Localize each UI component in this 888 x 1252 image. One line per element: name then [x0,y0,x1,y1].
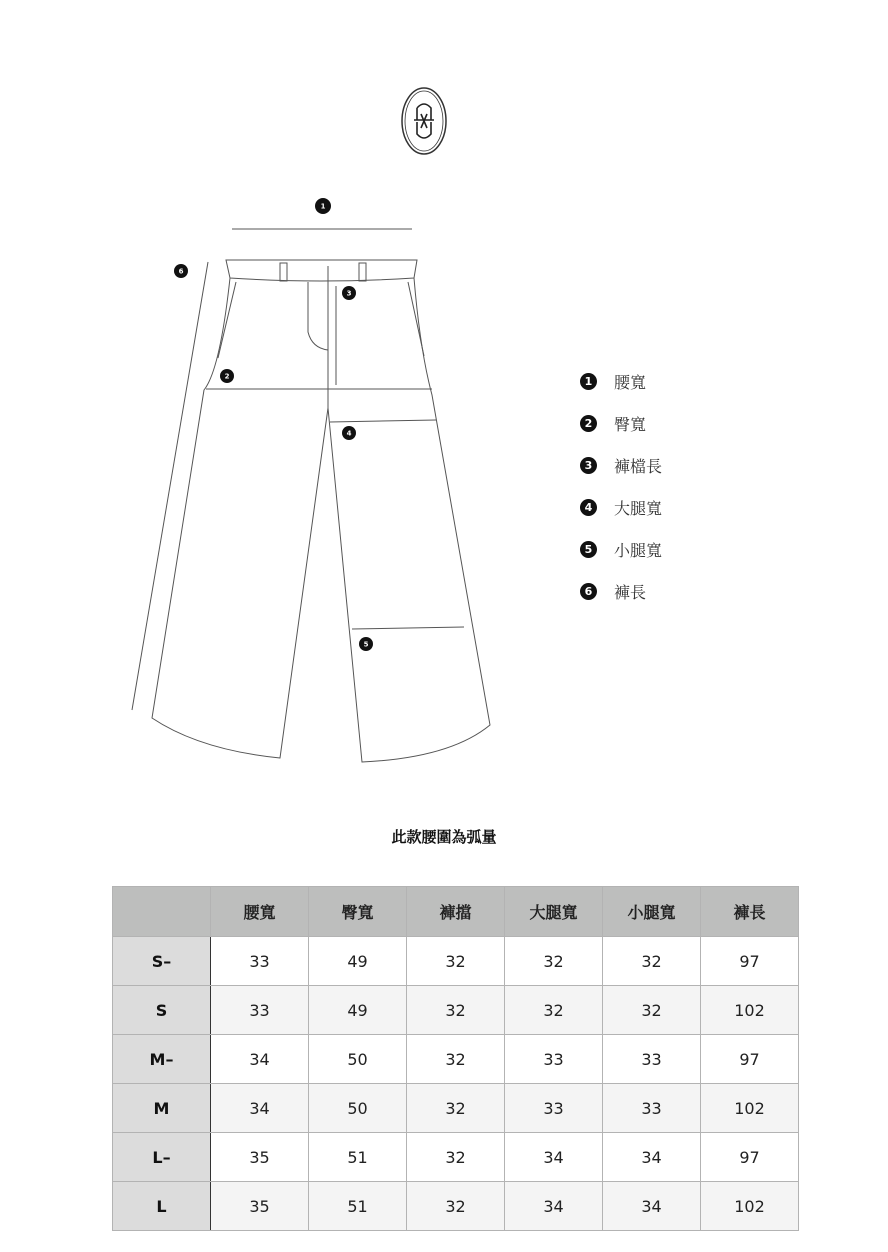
table-cell: 102 [701,1182,799,1231]
legend-item [580,570,662,612]
column-header: 小腿寬 [603,887,701,937]
table-cell: 97 [701,1133,799,1182]
table-cell: 102 [701,986,799,1035]
table-row [113,1133,799,1182]
size-label: M [113,1084,211,1133]
legend-item [580,486,662,528]
table-cell: 35 [211,1133,309,1182]
table-cell: 50 [309,1035,407,1084]
table-row [113,1084,799,1133]
legend-number: 6 [580,583,597,600]
legend-label: 臀寬 [614,414,647,434]
legend-number: 5 [580,541,597,558]
waist-measurement-note: 此款腰圍為弧量 [391,828,497,846]
marker-4: 4 [346,429,352,438]
table-row [113,937,799,986]
table-cell: 51 [309,1182,407,1231]
table-cell: 33 [603,1035,701,1084]
table-cell: 32 [505,937,603,986]
table-cell: 32 [505,986,603,1035]
table-row [113,1035,799,1084]
table-cell: 32 [407,937,505,986]
legend-number: 2 [580,415,597,432]
table-cell: 33 [211,986,309,1035]
marker-3: 3 [346,289,352,298]
table-cell: 32 [603,986,701,1035]
column-header: 腰寬 [211,887,309,937]
legend-number: 4 [580,499,597,516]
marker-1: 1 [320,202,326,211]
table-cell: 33 [505,1084,603,1133]
size-label: L– [113,1133,211,1182]
table-cell: 32 [407,1182,505,1231]
legend-number: 1 [580,373,597,390]
table-cell: 32 [407,1133,505,1182]
column-header: 褲擋 [407,887,505,937]
marker-2: 2 [224,372,230,381]
legend-label: 腰寬 [614,372,647,392]
size-label: L [113,1182,211,1231]
marker-6: 6 [178,267,184,276]
table-cell: 32 [407,1084,505,1133]
table-cell: 33 [505,1035,603,1084]
legend-item [580,360,662,402]
size-label: S– [113,937,211,986]
table-row [113,1182,799,1231]
column-header: 大腿寬 [505,887,603,937]
table-cell: 51 [309,1133,407,1182]
table-cell: 49 [309,986,407,1035]
table-cell: 34 [505,1182,603,1231]
table-cell: 32 [407,986,505,1035]
table-cell: 97 [701,937,799,986]
legend-number: 3 [580,457,597,474]
table-cell: 33 [211,937,309,986]
table-cell: 32 [407,1035,505,1084]
table-cell: 34 [603,1182,701,1231]
table-cell: 49 [309,937,407,986]
size-chart-table [112,886,799,1231]
table-cell: 102 [701,1084,799,1133]
table-cell: 34 [603,1133,701,1182]
measurement-legend [580,360,662,612]
brand-monogram-icon [400,86,448,156]
table-cell: 97 [701,1035,799,1084]
table-cell: 34 [211,1084,309,1133]
legend-label: 褲檔長 [614,456,663,476]
legend-label: 褲長 [614,582,647,602]
table-cell: 33 [603,1084,701,1133]
marker-5: 5 [363,640,369,649]
table-header-row [113,887,799,937]
size-label: M– [113,1035,211,1084]
legend-item [580,528,662,570]
column-header: 臀寬 [309,887,407,937]
column-header: 褲長 [701,887,799,937]
table-cell: 34 [505,1133,603,1182]
legend-item [580,402,662,444]
table-cell: 32 [603,937,701,986]
size-label: S [113,986,211,1035]
table-cell: 34 [211,1035,309,1084]
table-cell: 50 [309,1084,407,1133]
legend-label: 大腿寬 [614,498,663,518]
legend-item [580,444,662,486]
table-cell: 35 [211,1182,309,1231]
pants-diagram [120,190,520,780]
table-row [113,986,799,1035]
legend-label: 小腿寬 [614,540,663,560]
column-header [113,887,211,937]
